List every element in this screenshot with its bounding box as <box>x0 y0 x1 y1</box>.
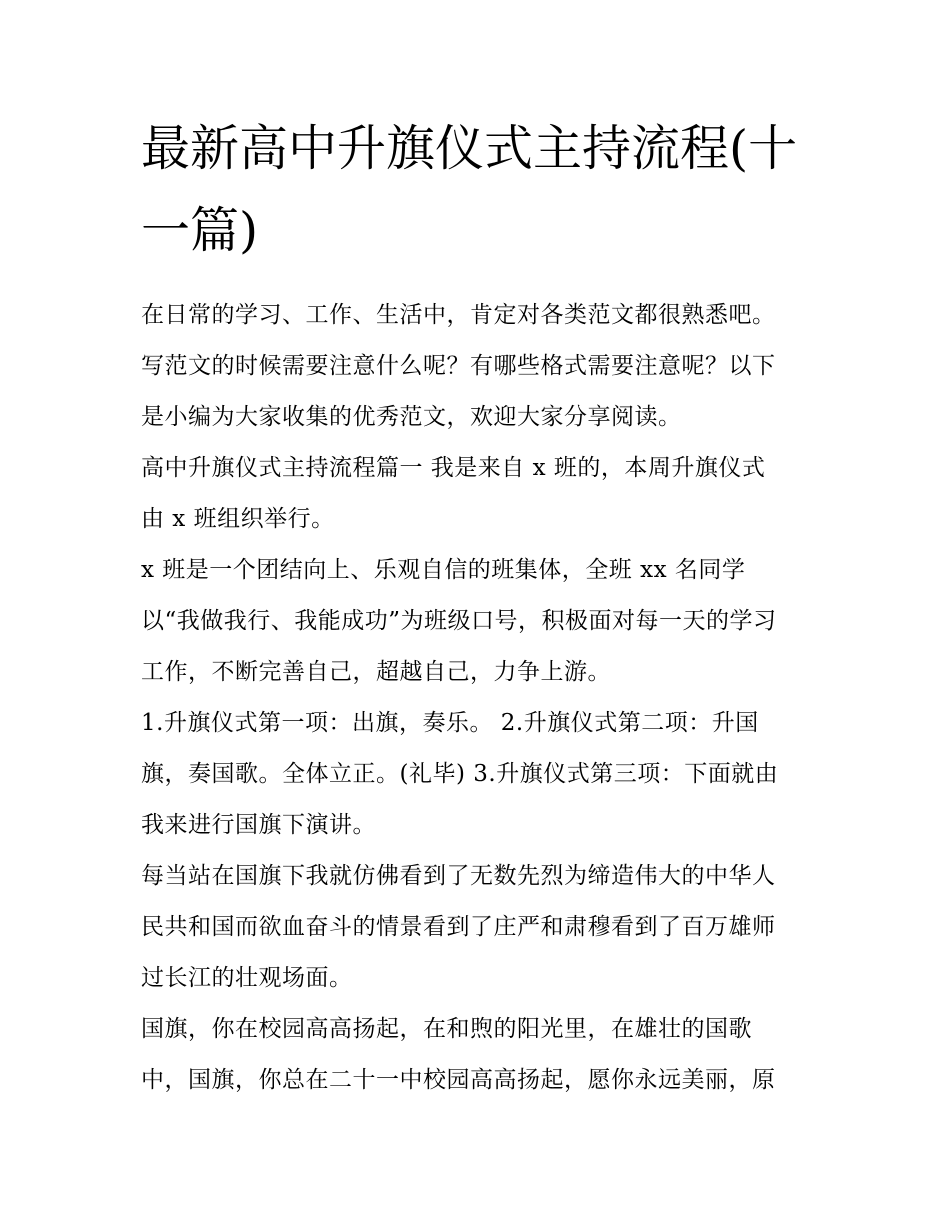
paragraph-ceremony-steps <box>141 698 813 851</box>
text-line: 民共和国而欲血奋斗的情景看到了庄严和肃穆看到了百万雄师 <box>141 914 776 940</box>
paragraph-flag <box>141 1004 813 1106</box>
paragraph-class-intro <box>141 545 813 698</box>
text-line: 是小编为大家收集的优秀范文，欢迎大家分享阅读。 <box>141 404 682 430</box>
title-line: 最新高中升旗仪式主持流程(十 <box>141 120 798 177</box>
paragraph-section-one <box>141 443 813 545</box>
text-line: 旗，奏国歌。全体立正。(礼毕) 3.升旗仪式第三项：下面就由 <box>141 761 779 787</box>
text-line: 国旗，你在校园高高扬起，在和煦的阳光里，在雄壮的国歌 <box>141 1016 752 1042</box>
text-line: 在日常的学习、工作、生活中，肯定对各类范文都很熟悉吧。 <box>141 302 776 328</box>
text-line: 以“我做我行、我能成功”为班级口号，积极面对每一天的学习 <box>141 608 777 634</box>
document-title <box>141 108 813 272</box>
text-line: 每当站在国旗下我就仿佛看到了无数先烈为缔造伟大的中华人 <box>141 863 776 889</box>
text-line: 1.升旗仪式第一项：出旗，奏乐。 2.升旗仪式第二项：升国 <box>141 710 759 736</box>
text-line: 我来进行国旗下演讲。 <box>141 812 376 838</box>
text-line: 高中升旗仪式主持流程篇一 我是来自 x 班的，本周升旗仪式 <box>141 455 766 481</box>
text-line: x 班是一个团结向上、乐观自信的班集体，全班 xx 名同学 <box>141 557 746 583</box>
paragraph-intro <box>141 290 813 443</box>
text-line: 中，国旗，你总在二十一中校园高高扬起，愿你永远美丽，原 <box>141 1067 776 1093</box>
text-line: 工作，不断完善自己，超越自己，力争上游。 <box>141 659 611 685</box>
title-line: 一篇) <box>141 202 259 259</box>
text-line: 由 x 班组织举行。 <box>141 506 335 532</box>
paragraph-speech <box>141 851 813 1004</box>
text-line: 写范文的时候需要注意什么呢？有哪些格式需要注意呢？以下 <box>141 353 776 379</box>
text-line: 过长江的壮观场面。 <box>141 965 353 991</box>
document-body <box>141 108 813 1106</box>
